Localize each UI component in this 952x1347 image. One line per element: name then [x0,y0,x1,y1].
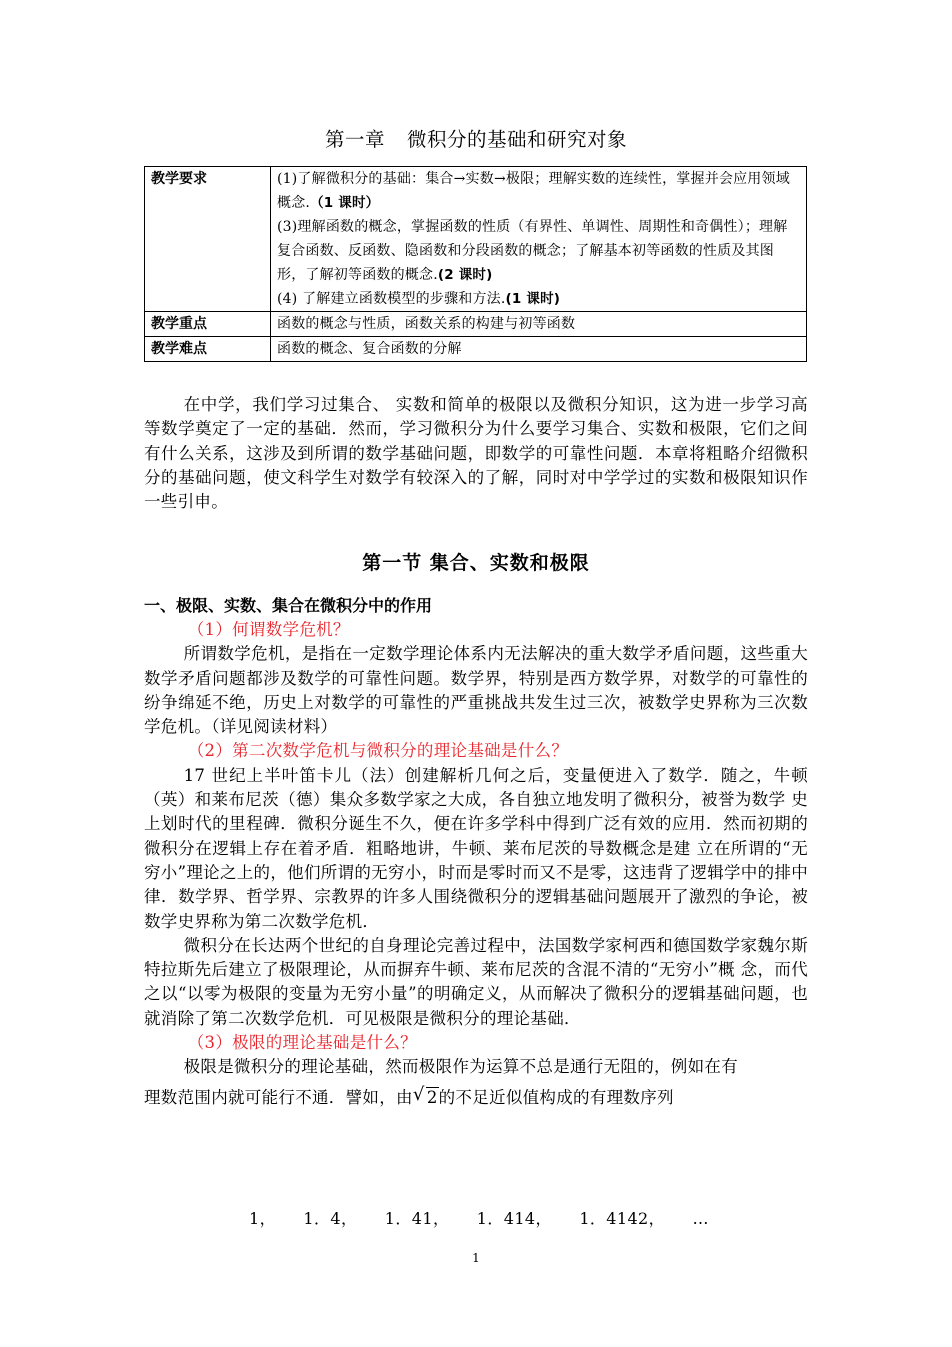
rational-sequence: 1， 1．4， 1．41， 1．414， 1．4142， … [249,1209,709,1228]
chapter-name: 微积分的基础和研究对象 [407,128,628,151]
requirement-item: (1)了解微积分的基础：集合→实数→极限；理解实数的连续性，掌握并会应用领域概念.（1 课时） [277,171,790,211]
body-paragraph: 微积分在长达两个世纪的自身理论完善过程中，法国数学家柯西和德国数学家魏尔斯特拉斯先后建立了极限理论，从而摒弃牛顿、莱布尼茨的含混不清的“无穷小”概 念，而代之以“以零为极限的变量为无穷小量”的明确定义，从而解决了微积分的逻辑基础问题，也就消除了第二次数学危机．可见极限是微积分的理论基础． [144,935,808,1028]
row-content [271,167,807,312]
class-hours: （1 课时） [310,195,380,211]
row-label: 教学要求 [145,167,271,312]
body-paragraph: 17 世纪上半叶笛卡儿（法）创建解析几何之后，变量便进入了数学．随之，牛顿（英）和莱布尼茨（德）集众多数学家之大成，各自独立地发明了微积分，被誉为数学 史上划时代的里程碑．微积分诞生不久，便在许多学科中得到广泛有效的应用．然而初期的微积分在逻辑上存在着矛盾．粗略地讲，牛顿、莱布尼茨的导数概念是建 立在所谓的“无穷小”理论之上的，他们所谓的无穷小，时而是零时而又不是零，这违背了逻辑学中的排中律．数学界、哲学界、宗教界的许多人围绕微积分的逻辑基础问题展开了激烈的争论，被数学史界称为第二次数学危机． [144,765,808,931]
question-heading: （1）何谓数学危机？ [187,620,350,639]
body-paragraph: 极限是微积分的理论基础，然而极限作为运算不总是通行无阻的，例如在有 [183,1057,738,1077]
class-hours: (1 课时) [505,291,561,307]
section-title: 第一节 集合、实数和极限 [362,552,590,574]
teaching-requirements-table [144,166,807,362]
question-heading: （3）极限的理论基础是什么？ [187,1033,417,1053]
question-heading: （2）第二次数学危机与微积分的理论基础是什么？ [187,741,569,761]
requirement-item: (4) 了解建立函数模型的步骤和方法.(1 课时) [277,291,561,307]
row-content: 函数的概念、复合函数的分解 [271,337,807,362]
row-content: 函数的概念与性质，函数关系的构建与初等函数 [271,312,807,337]
table-row [145,337,807,362]
table-row [145,167,807,312]
chapter-number: 第一章 [324,128,385,151]
page-number: 1 [472,1251,480,1265]
row-label: 教学重点 [145,312,271,337]
intro-paragraph: 在中学，我们学习过集合、 实数和简单的极限以及微积分知识，这为进一步学习高等数学奠定了一定的基础．然而，学习微积分为什么要学习集合、实数和极限，它们之间有什么关系，这涉及到所谓的数学基础问题，即数学的可靠性问题．本章将粗略介绍微积分的基础问题，使文科学生对数学有较深入的了解，同时对中学学过的实数和极限知识作一些引申。 [144,395,808,512]
body-paragraph: 理数范围内就可能行不通．譬如，由 √ 2的不足近似值构成的有理数序列 [144,1086,808,1110]
section-body [144,618,808,1110]
body-paragraph: 所谓数学危机，是指在一定数学理论体系内无法解决的重大数学矛盾问题，这些重大数学矛盾问题都涉及数学的可靠性问题。数学界，特别是西方数学界，对数学的可靠性的纷争绵延不绝，历史上对数学的可靠性的严重挑战共发生过三次，被数学史界称为三次数学危机。（详见阅读材料） [144,644,808,737]
table-row [145,312,807,337]
chapter-title [0,124,952,152]
intro-paragraph-block [144,393,808,514]
class-hours: (2 课时) [437,267,493,283]
square-root-symbol: √ 2 [412,1083,438,1107]
subsection-title: 一、极限、实数、集合在微积分中的作用 [144,596,433,615]
row-label: 教学难点 [145,337,271,362]
requirement-item: (3)理解函数的概念，掌握函数的性质（有界性、单调性、周期性和奇偶性）；理解复合函数、反函数、隐函数和分段函数的概念；了解基本初等函数的性质及其图形，了解初等函数的概念.(2 课时) [277,219,788,283]
